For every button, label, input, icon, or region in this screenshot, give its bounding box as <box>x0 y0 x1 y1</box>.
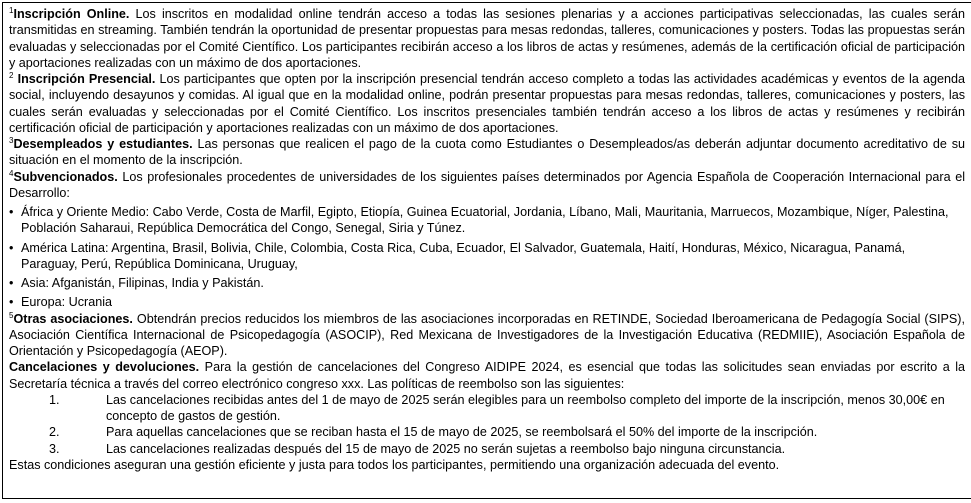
region-asia: Asia: Afganistán, Filipinas, India y Pakistán. <box>21 276 264 290</box>
list-item-europa <box>9 294 965 310</box>
text-presencial: Los participantes que opten por la inscripción presencial tendrán acceso completo a todas las actividades académicas y eventos de la agenda social, incluyendo desayunos y comidas. Al igual que en la modalidad online, podrán presentar propuestas para mesas redondas, talleres, comunicaciones y posters, las cuales serán evaluadas y seleccionadas por el Comité Científico. Los inscritos presenciales también tendrán acceso a los libros de actas y resúmenes y recibirán certificación oficial de participación y aportaciones realizadas con un máximo de dos aportaciones. <box>9 72 965 135</box>
region-europa: Europa: Ucrania <box>21 295 113 310</box>
paragraph-cancelaciones <box>9 359 965 392</box>
footnote-marker: 3 <box>9 135 14 145</box>
heading-asociaciones: Otras asociaciones. <box>13 311 133 326</box>
paragraph-subvencionados <box>9 169 965 202</box>
paragraph-online <box>9 6 965 71</box>
region-america: América Latina: Argentina, Brasil, Bolivia, Chile, Colombia, Costa Rica, Cuba, Ecuador, El Salvador, Guatemala, Haití, Honduras, México, Nicaragua, Panamá, Paraguay, Perú, República Dominicana, Uruguay, <box>21 240 906 271</box>
text-desempleados: Las personas que realicen el pago de la cuota como Estudiantes o Desempleados/as deberán adjuntar documento acreditativo de su situación en el momento de la inscripción. <box>9 137 965 168</box>
bullet-icon: • <box>9 205 14 219</box>
paragraph-asociaciones <box>9 311 965 360</box>
item-text: Para aquellas cancelaciones que se reciban hasta el 15 de mayo de 2025, se reembolsará el 50% del importe de la inscripción. <box>106 425 818 440</box>
bullet-icon: • <box>9 276 14 290</box>
paragraph-presencial <box>9 71 965 136</box>
heading-subvencionados: Subvencionados. <box>13 169 118 184</box>
list-item-america <box>9 240 965 273</box>
text-online: Los inscritos en modalidad online tendrán acceso a todas las sesiones plenarias y a acciones participativas seleccionadas, las cuales serán transmitidas en streaming. También tendrán la oportunidad de presentar propuestas para mesas redondas, talleres, comunicaciones y posters. Todas las propuestas serán evaluadas y seleccionadas por el Comité Científico. Los participantes recibirán acceso a los libros de actas y resúmenes, además de la certificación oficial de participación y aportaciones realizadas con un máximo de dos aportaciones. <box>9 7 965 70</box>
region-africa: África y Oriente Medio: Cabo Verde, Costa de Marfil, Egipto, Etiopía, Guinea Ecuatorial, Jordania, Líbano, Mali, Mauritania, Marruecos, Mozambique, Níger, Palestina, Población Saharaui, República Democrática del Congo, Senegal, Siria y Túnez. <box>21 205 949 236</box>
text-subvencionados: Los profesionales procedentes de universidades de los siguientes países determinados por Agencia Española de Cooperación Internacional para el Desarrollo: <box>9 169 965 200</box>
footnote-marker: 1 <box>9 5 14 15</box>
refund-policy-item-3 <box>9 441 965 457</box>
heading-cancelaciones: Cancelaciones y devoluciones. <box>9 360 200 375</box>
item-number: 2. <box>49 425 60 440</box>
closing-paragraph: Estas condiciones aseguran una gestión eficiente y justa para todos los participantes, permitiendo una organización adecuada del evento. <box>9 457 780 472</box>
heading-online: Inscripción Online. <box>13 7 130 21</box>
bullet-icon: • <box>9 240 14 255</box>
bullet-icon: • <box>9 295 14 310</box>
footnote-marker: 2 <box>9 70 14 80</box>
paragraph-desempleados <box>9 136 965 169</box>
registration-conditions-box <box>2 2 971 499</box>
item-number: 3. <box>49 441 60 456</box>
list-item-africa <box>9 204 965 237</box>
list-item-asia <box>9 275 965 291</box>
footnote-marker: 5 <box>9 310 14 320</box>
item-text: Las cancelaciones realizadas después del 15 de mayo de 2025 no serán sujetas a reembolso bajo ninguna circunstancia. <box>106 441 786 456</box>
text-asociaciones: Obtendrán precios reducidos los miembros de las asociaciones incorporadas en RETINDE, Sociedad Iberoamericana de Pedagogía Social (SIPS), Asociación Científica Internacional de Psicopedagogía (ASOCIP), Red Mexicana de Investigadores de la Investigación Educativa (REDMIIE), Asociación Española de Orientación y Psicopedagogía (AEOP). <box>9 311 965 358</box>
item-text: Las cancelaciones recibidas antes del 1 de mayo de 2025 serán elegibles para un reembolso completo del importe de la inscripción, menos 30,00€ en concepto de gastos de gestión. <box>106 392 945 423</box>
refund-policy-item-1 <box>9 392 965 425</box>
text-cancelaciones: Para la gestión de cancelaciones del Congreso AIDIPE 2024, es esencial que todas las solicitudes sean enviadas por escrito a la Secretaría técnica a través del correo electrónico congreso xxx. Las políticas de reembolso son las siguientes: <box>9 360 965 391</box>
footnote-marker: 4 <box>9 168 14 178</box>
heading-desempleados: Desempleados y estudiantes. <box>13 137 193 151</box>
refund-policy-item-2 <box>9 424 965 440</box>
heading-presencial: Inscripción Presencial. <box>17 72 156 86</box>
item-number: 1. <box>49 392 60 407</box>
